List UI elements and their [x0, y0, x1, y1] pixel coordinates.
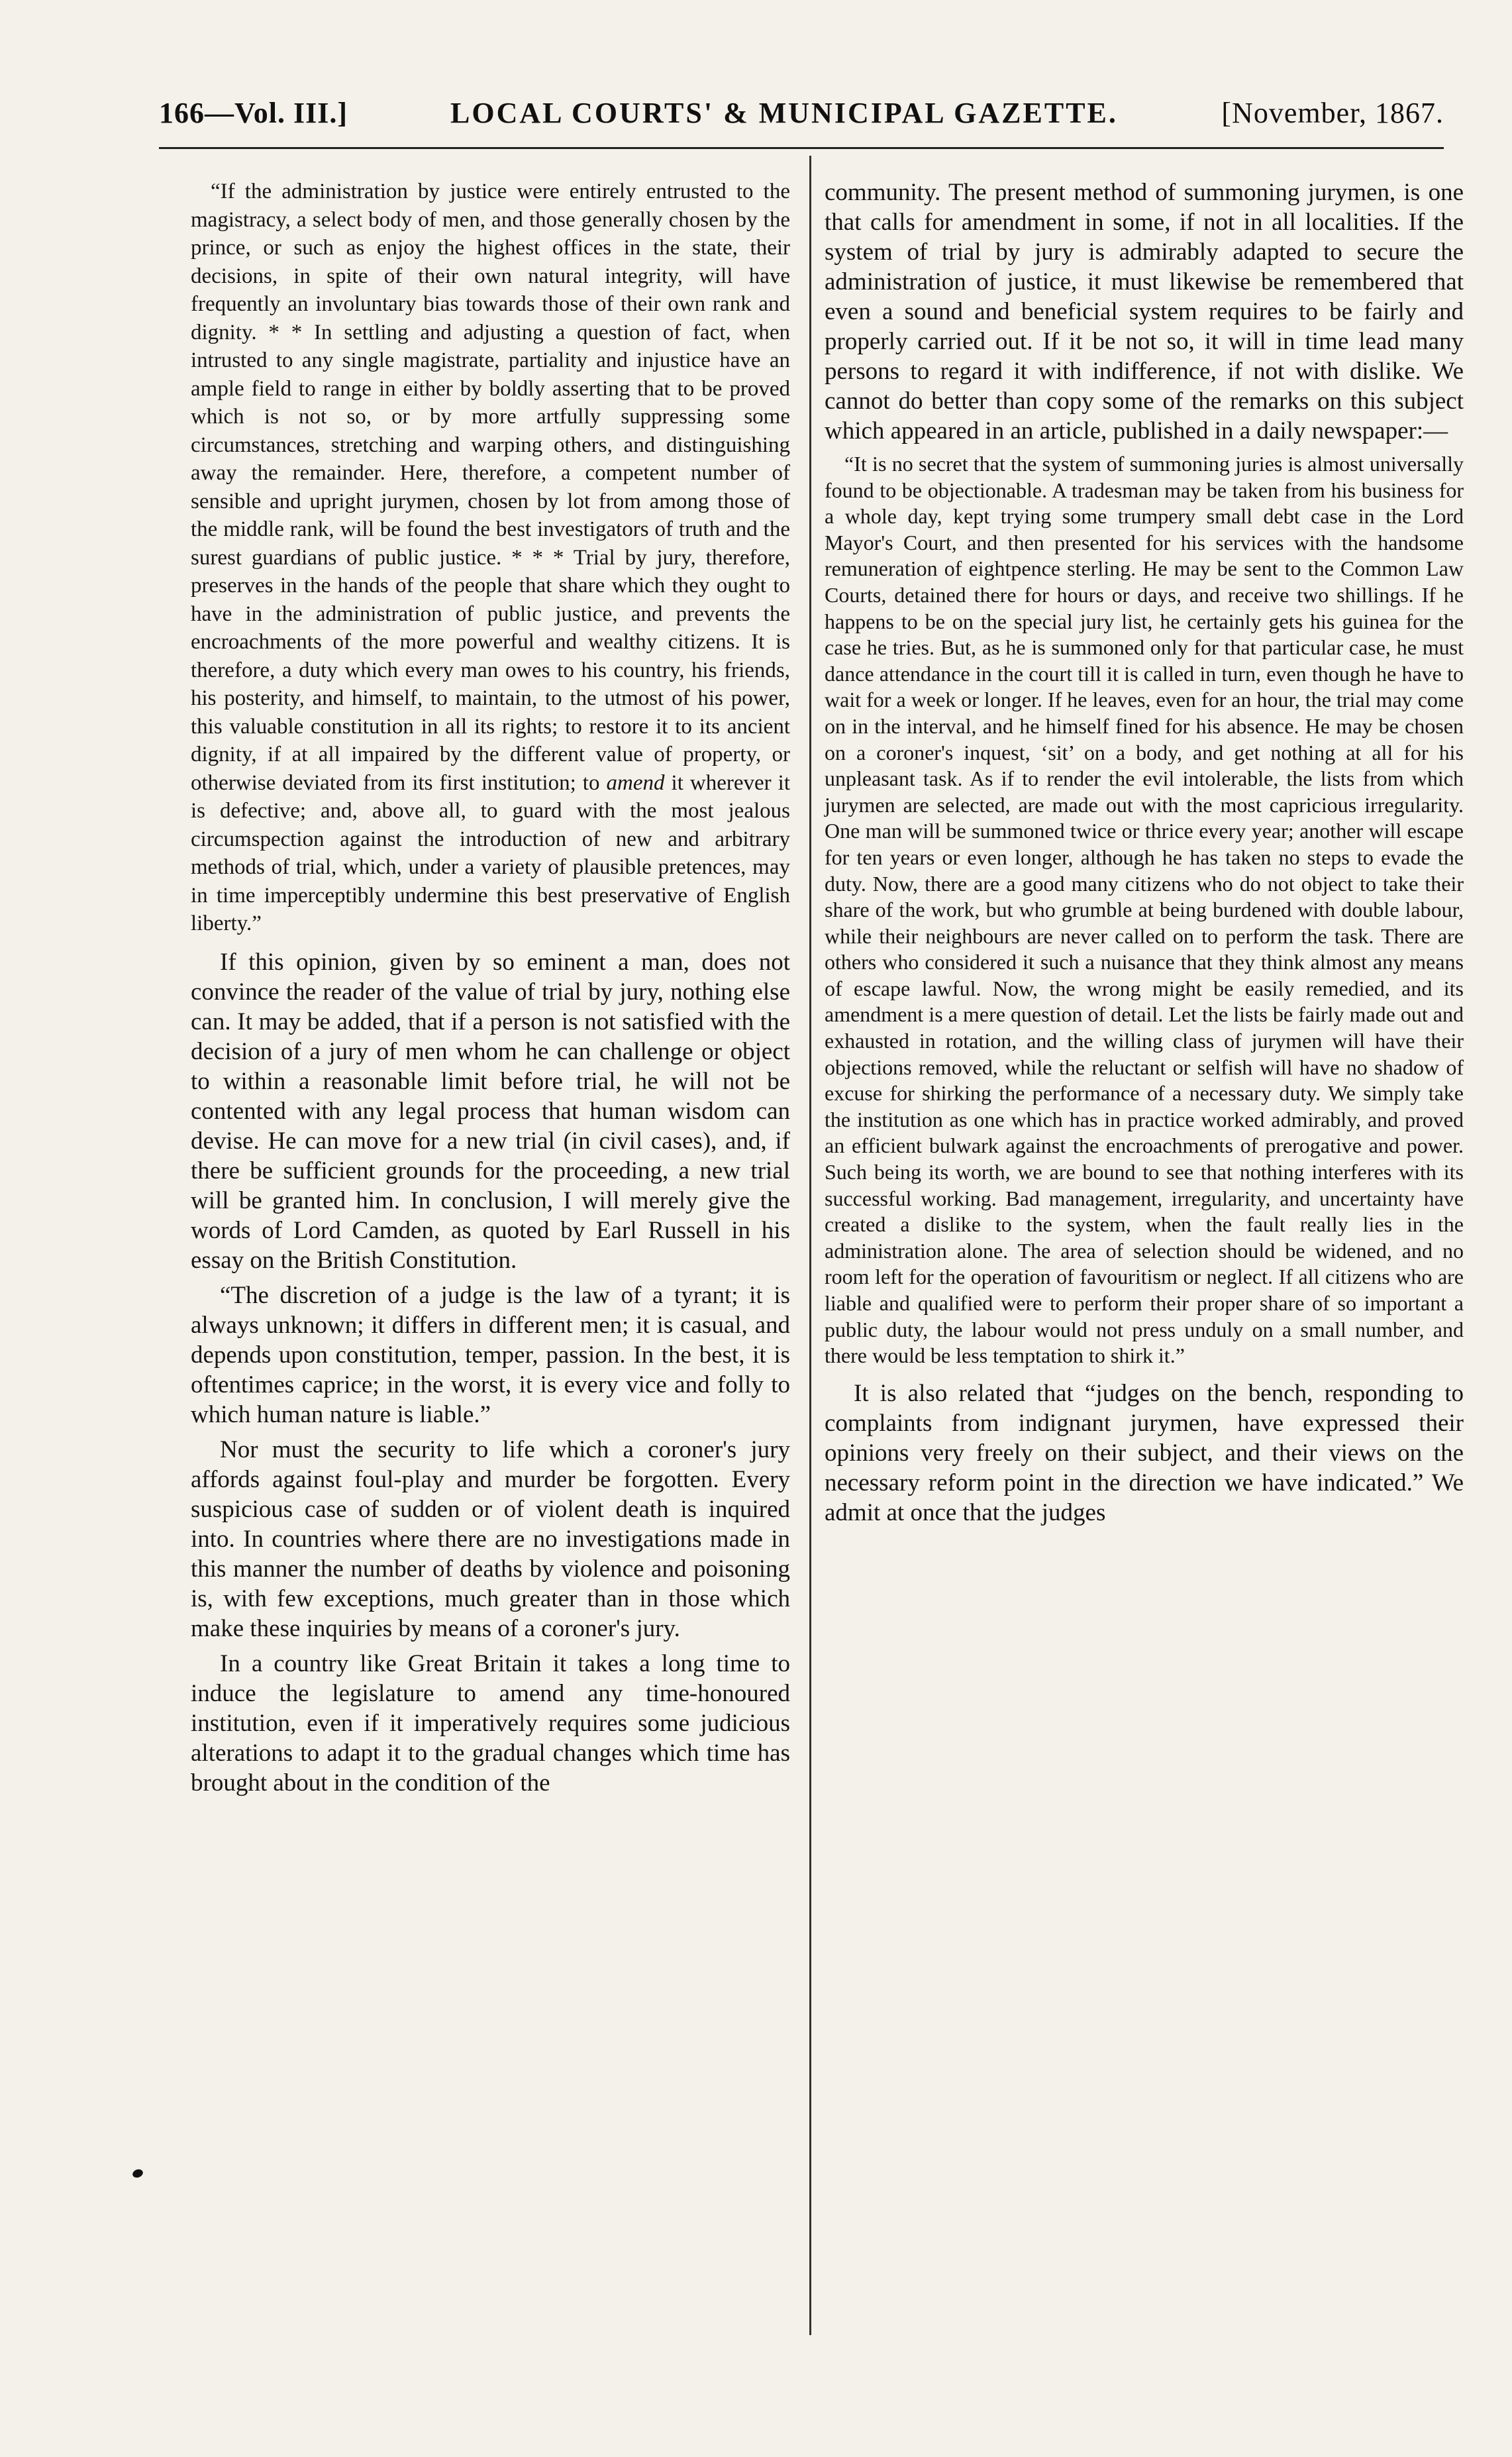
paragraph-coroner: Nor must the security to life which a coroner's jury affords against foul-play and murder be forgotten. Every suspicious case of sudden or of violent death is inquired into. In countries where there are no investigations made in this manner the number of deaths by violence and poisoning is, with few exceptions, much greater than in those which make these inquiries by means of a coroner's jury. — [191, 1436, 790, 1642]
header-rule — [159, 147, 1444, 149]
paragraph-judges: It is also related that “judges on the bench, responding to complaints from indignant jurymen, have expressed their opinions very freely on their subject, and their views on the necessary reform point in the direction we have indicated.” We admit at once that the judges — [825, 1379, 1464, 1526]
quote-emphasis: amend — [606, 770, 665, 795]
camden-quote: “The discretion of a judge is the law of a tyrant; it is always unknown; it differs in different men; it is casual, and depends upon constitution, temper, passion. In the best, it is oftentimes caprice; in the worst, it is every vice and folly to which human nature is liable.” — [191, 1281, 790, 1428]
blackstone-quote — [191, 178, 790, 938]
page-number: 166—Vol. III.] — [159, 97, 348, 129]
paragraph-community: community. The present method of summoning jurymen, is one that calls for amendment in some, if not in all localities. If the system of trial by jury is admirably adapted to secure the administration of justice, it must likewise be remembered that even a sound and beneficial system requires to be fairly and properly carried out. If it be not so, it will in time lead many persons to regard it with indifference, if not with dislike. We cannot do better than copy some of the remarks on this subject which appeared in an article, published in a daily newspaper:— — [825, 179, 1464, 444]
ink-blot — [131, 2168, 144, 2179]
paragraph-opinion: If this opinion, given by so eminent a man, does not convince the reader of the value of trial by jury, nothing else can. It may be added, that if a person is not satisfied with the decision of a jury of men whom he can challenge or object to within a reasonable limit before trial, he will not be contented with any legal process that human wisdom can devise. He can move for a new trial (in civil cases), and, if there be sufficient grounds for the proceeding, a new trial will be granted him. In conclusion, I will merely give the words of Lord Camden, as quoted by Earl Russell in his essay on the British Constitution. — [191, 948, 790, 1274]
left-column — [191, 178, 790, 1803]
issue-date: [November, 1867. — [1221, 97, 1444, 129]
right-column — [825, 178, 1464, 1533]
quote-text-end: it wherever it is defective; and, above all, to guard with the most jealous circumspection against the introduction of new and arbitrary methods of trial, which, under a variety of plausible pretences, may in time imperceptibly undermine this best preservative of English liberty.” — [191, 770, 791, 935]
page-header — [159, 96, 1444, 142]
quote-text: “If the administration by justice were entirely entrusted to the magistracy, a select body of men, and those generally chosen by the prince, or such as enjoy the highest offices in the state, their decisions, in spite of their own natural integrity, will have frequently an involuntary bias towards those of their own rank and dignity. * * In settling and adjusting a question of fact, when intrusted to any single magistrate, partiality and injustice have an ample field to range in either by boldly asserting that to be proved which is not so, or by more artfully suppressing some circumstances, stretching and warping others, and distinguishing away the remainder. Here, therefore, a competent number of sensible and upright jurymen, chosen by lot from among those of the middle rank, will be found the best investigators of truth and the surest guardians of public justice. * * * Trial by jury, therefore, preserves in the hands of the people that share which they ought to have in the administration of public justice, and prevents the encroachments of the more powerful and wealthy citizens. It is therefore, a duty which every man owes to his country, his friends, his posterity, and himself, to maintain, to the utmost of his power, this valuable constitution in all its rights; to restore it to its ancient dignity, if at all impaired by the different value of property, or otherwise deviated from its first institution; to — [191, 180, 790, 795]
publication-title: LOCAL COURTS' & MUNICIPAL GAZETTE. — [450, 97, 1118, 129]
column-divider — [809, 156, 811, 2335]
newspaper-quote: “It is no secret that the system of summoning juries is almost universally found to be objectionable. A tradesman may be taken from his business for a whole day, kept trying some trumpery small debt case in the Lord Mayor's Court, and then presented for his services with the handsome remuneration of eightpence sterling. He may be sent to the Common Law Courts, detained there for hours or days, and receive two shillings. If he happens to be on the special jury list, he certainly gets his guinea for the case he tries. But, as he is summoned only for that particular case, he must dance attendance in the court till it is called in turn, even though he have to wait for a week or longer. If he leaves, even for an hour, the trial may come on in the interval, and he himself fined for his absence. He may be chosen on a coroner's inquest, ‘sit’ on a body, and get nothing at all for his unpleasant task. As if to render the evil intolerable, the lists from which jurymen are selected, are made out with the most capricious irregularity. One man will be summoned twice or thrice every year; another will escape for ten years or even longer, although he has taken no steps to evade the duty. Now, there are a good many citizens who do not object to take their share of the work, but who grumble at being burdened with double labour, while their neighbours are never called on to perform the task. There are others who considered it such a nuisance that they think almost any means of escape lawful. Now, the wrong might be easily remedied, and its amendment is a mere question of detail. Let the lists be fairly made out and exhausted in rotation, and the willing class of jurymen will have their objections removed, while the reluctant or selfish will have no shadow of excuse for shirking the performance of a necessary duty. We simply take the institution as one which has in practice worked admirably, and proved an efficient bulwark against the encroachments of prerogative and power. Such being its worth, we are bound to see that nothing interferes with its successful working. Bad management, irregularity, and uncertainty have created a dislike to the system, when the fault really lies in the administration alone. The area of selection should be widened, and no room left for the operation of favouritism or neglect. If all citizens who are liable and qualified were to perform their proper share of so important a public duty, the labour would not press unduly on a small number, and there would be less temptation to shirk it.” — [825, 452, 1464, 1368]
paragraph-legislature: In a country like Great Britain it takes a long time to induce the legislature to amend any time-honoured institution, even if it imperatively requires some judicious alterations to adapt it to the gradual changes which time has brought about in the condition of the — [191, 1649, 790, 1797]
